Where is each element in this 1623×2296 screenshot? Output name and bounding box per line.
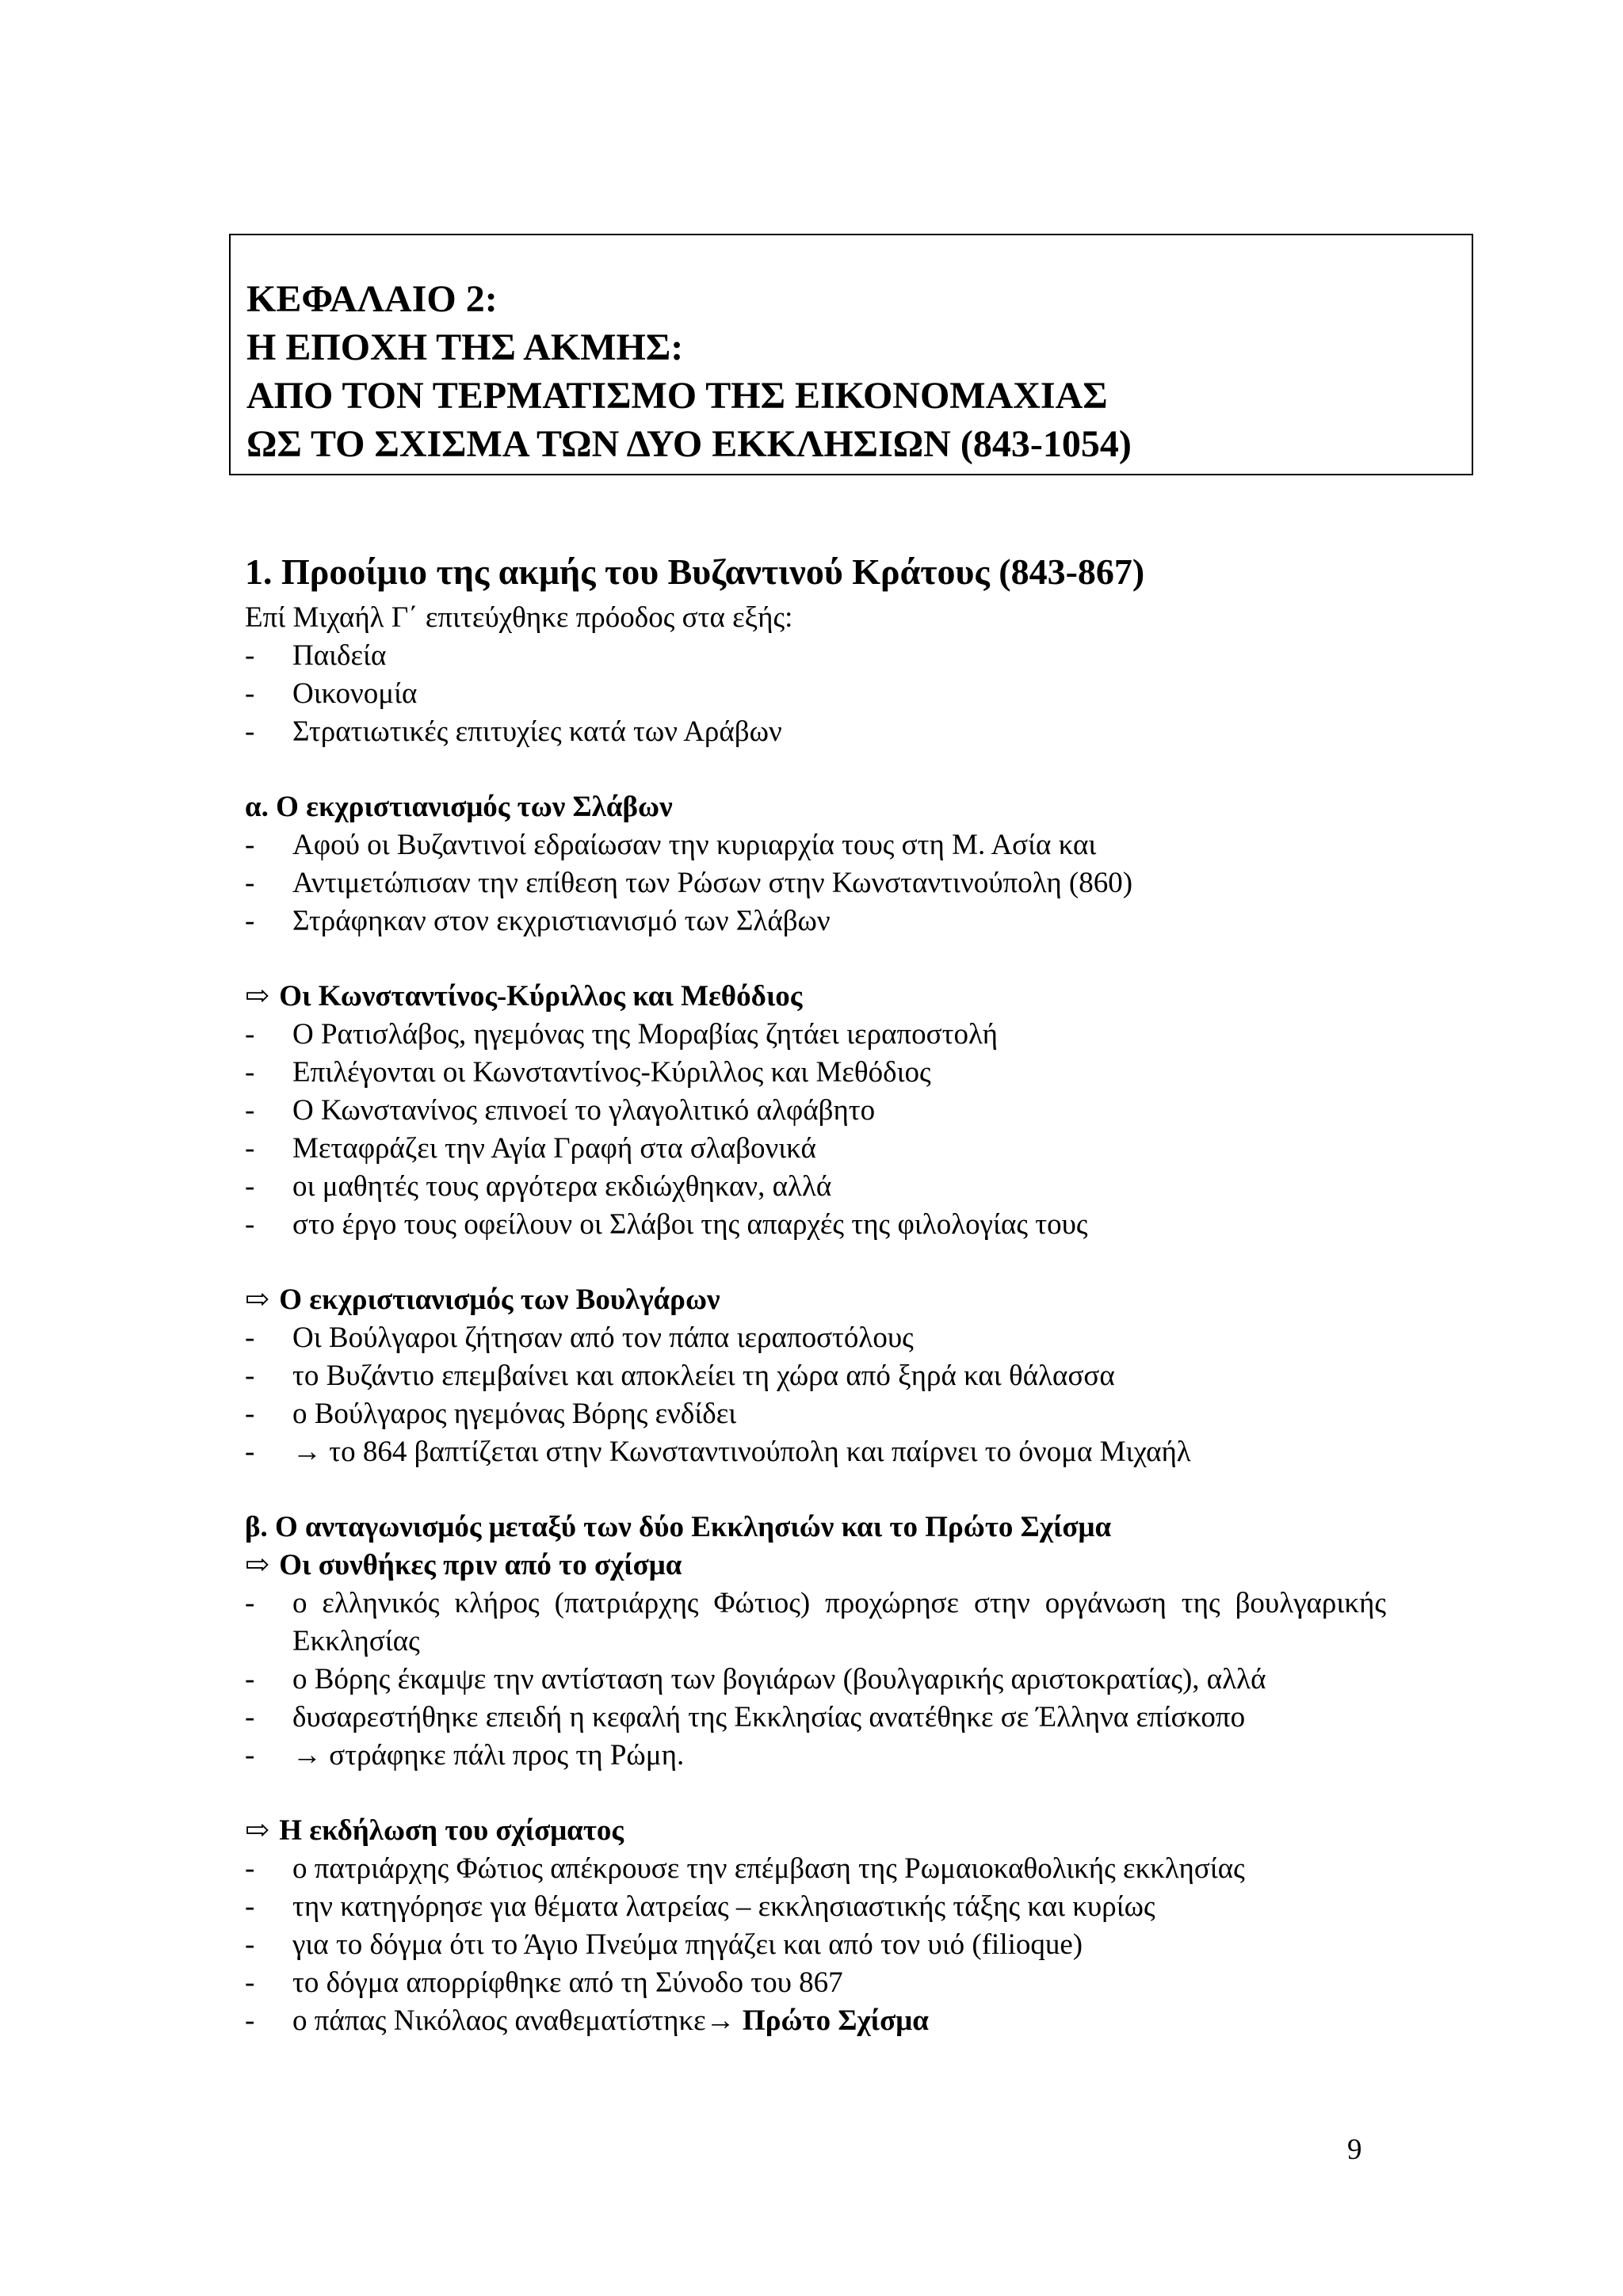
dash-bullet: -: [245, 867, 255, 899]
list-item: - Μεταφράζει την Αγία Γραφή στα σλαβονικά: [245, 1130, 1386, 1168]
chapter-title-line: Η ΕΠΟΧΗ ΤΗΣ ΑΚΜΗΣ:: [246, 326, 684, 368]
intro-text: Επί Μιχαήλ Γ΄ επιτεύχθηκε πρόοδος στα εξής:: [245, 601, 793, 634]
list-item: - την κατηγόρησε για θέματα λατρείας – εκκλησιαστικής τάξης και κυρίως: [245, 1888, 1386, 1926]
subsection-heading: β. Ο ανταγωνισμός μεταξύ των δύο Εκκλησιών και το Πρώτο Σχίσμα: [245, 1511, 1112, 1543]
dash-bullet: -: [245, 1701, 255, 1733]
outline-arrow-icon: ⇨: [245, 1814, 270, 1847]
dash-bullet: -: [245, 1018, 255, 1051]
section-heading: 1. Προοίμιο της ακμής του Βυζαντινού Κράτους (843-867): [245, 551, 1145, 592]
subsection-heading: ⇨ Η εκδήλωση του σχίσματος: [245, 1812, 1386, 1850]
bullet-list: [245, 1585, 1386, 1775]
list-item: - Στράφηκαν στον εκχριστιανισμό των Σλάβων: [245, 902, 1386, 940]
list-item: - ο Βόρης έκαμψε την αντίσταση των βογιάρων (βουλγαρικής αριστοκρατίας), αλλά: [245, 1661, 1386, 1699]
list-item: - Οικονομία: [245, 675, 1386, 713]
dash-bullet: -: [245, 1966, 255, 1999]
outline-arrow-icon: ⇨: [245, 1283, 270, 1316]
list-item: - ο ελληνικός κλήρος (πατριάρχης Φώτιος) προχώρησε στην οργάνωση της βουλγαρικής Εκκλησίας: [245, 1585, 1386, 1661]
list-item: - οι μαθητές τους αργότερα εκδιώχθηκαν, αλλά: [245, 1168, 1386, 1206]
bullet-list: [245, 1016, 1386, 1244]
page-content: [245, 545, 1386, 2040]
dash-bullet: -: [245, 905, 255, 937]
bullet-list: [245, 1850, 1386, 2040]
list-item: - ο πάπας Νικόλαος αναθεματίστηκε→ Πρώτο Σχίσμα: [245, 2002, 1386, 2040]
page-number: 9: [1347, 2134, 1362, 2166]
outline-arrow-icon: ⇨: [245, 980, 270, 1013]
bullet-list: [245, 637, 1386, 751]
dash-bullet: -: [245, 1739, 255, 1772]
list-item: - δυσαρεστήθηκε επειδή η κεφαλή της Εκκλησίας ανατέθηκε σε Έλληνα επίσκοπο: [245, 1699, 1386, 1737]
dash-bullet: -: [245, 829, 255, 861]
dash-bullet: -: [245, 715, 255, 748]
dash-bullet: -: [245, 1436, 255, 1468]
dash-bullet: -: [245, 1852, 255, 1885]
dash-bullet: -: [245, 677, 255, 710]
list-item: - Αντιμετώπισαν την επίθεση των Ρώσων στην Κωνσταντινούπολη (860): [245, 864, 1386, 902]
list-item: - Στρατιωτικές επιτυχίες κατά των Αράβων: [245, 713, 1386, 751]
outline-arrow-icon: ⇨: [245, 1549, 270, 1581]
chapter-title-box: [229, 234, 1473, 475]
dash-bullet: -: [245, 1056, 255, 1089]
right-arrow-icon: →: [705, 2004, 735, 2037]
dash-bullet: -: [245, 639, 255, 672]
dash-bullet: -: [245, 1208, 255, 1241]
subsection-heading: ⇨ Οι συνθήκες πριν από το σχίσμα: [245, 1547, 1386, 1585]
bullet-list: [245, 826, 1386, 940]
dash-bullet: -: [245, 1094, 255, 1127]
subsection-heading: α. Ο εκχριστιανισμός των Σλάβων: [245, 791, 673, 823]
dash-bullet: -: [245, 1398, 255, 1430]
list-item: - Ο Ρατισλάβος, ηγεμόνας της Μοραβίας ζητάει ιεραποστολή: [245, 1016, 1386, 1054]
chapter-title-line: ΩΣ ΤΟ ΣΧΙΣΜΑ ΤΩΝ ΔΥΟ ΕΚΚΛΗΣΙΩΝ (843-1054): [246, 423, 1132, 465]
dash-bullet: -: [245, 2004, 255, 2037]
list-item: - ο Βούλγαρος ηγεμόνας Βόρης ενδίδει: [245, 1395, 1386, 1433]
dash-bullet: -: [245, 1928, 255, 1961]
list-item: - το δόγμα απορρίφθηκε από τη Σύνοδο του 867: [245, 1964, 1386, 2002]
dash-bullet: -: [245, 1132, 255, 1165]
bullet-list: [245, 1319, 1386, 1471]
bold-term: Πρώτο Σχίσμα: [742, 2004, 929, 2037]
list-item: - Παιδεία: [245, 637, 1386, 675]
list-item: - για το δόγμα ότι το Άγιο Πνεύμα πηγάζει και από τον υιό (filioque): [245, 1926, 1386, 1964]
list-item: - στο έργο τους οφείλουν οι Σλάβοι της απαρχές της φιλολογίας τους: [245, 1206, 1386, 1244]
list-item: - το Βυζάντιο επεμβαίνει και αποκλείει τη χώρα από ξηρά και θάλασσα: [245, 1357, 1386, 1395]
subsection-heading: ⇨ Οι Κωνσταντίνος-Κύριλλος και Μεθόδιος: [245, 978, 1386, 1016]
chapter-title-line: ΑΠΟ ΤΟΝ ΤΕΡΜΑΤΙΣΜΟ ΤΗΣ ΕΙΚΟΝΟΜΑΧΙΑΣ: [246, 375, 1108, 417]
right-arrow-icon: →: [292, 1436, 322, 1468]
dash-bullet: -: [245, 1322, 255, 1354]
subsection-heading: ⇨ Ο εκχριστιανισμός των Βουλγάρων: [245, 1281, 1386, 1319]
dash-bullet: -: [245, 1360, 255, 1392]
right-arrow-icon: →: [292, 1739, 322, 1772]
list-item: - Αφού οι Βυζαντινοί εδραίωσαν την κυριαρχία τους στη Μ. Ασία και: [245, 826, 1386, 864]
list-item: - Οι Βούλγαροι ζήτησαν από τον πάπα ιεραποστόλους: [245, 1319, 1386, 1357]
list-item: - ο πατριάρχης Φώτιος απέκρουσε την επέμβαση της Ρωμαιοκαθολικής εκκλησίας: [245, 1850, 1386, 1888]
dash-bullet: -: [245, 1170, 255, 1203]
chapter-title-line: ΚΕΦΑΛΑΙΟ 2:: [246, 278, 498, 320]
list-item: - Επιλέγονται οι Κωνσταντίνος-Κύριλλος και Μεθόδιος: [245, 1054, 1386, 1092]
dash-bullet: -: [245, 1890, 255, 1923]
list-item: - Ο Κωνστανίνος επινοεί το γλαγολιτικό αλφάβητο: [245, 1092, 1386, 1130]
dash-bullet: -: [245, 1587, 255, 1619]
list-item: - → στράφηκε πάλι προς τη Ρώμη.: [245, 1737, 1386, 1775]
list-item: - → το 864 βαπτίζεται στην Κωνσταντινούπολη και παίρνει το όνομα Μιχαήλ: [245, 1433, 1386, 1471]
dash-bullet: -: [245, 1663, 255, 1695]
